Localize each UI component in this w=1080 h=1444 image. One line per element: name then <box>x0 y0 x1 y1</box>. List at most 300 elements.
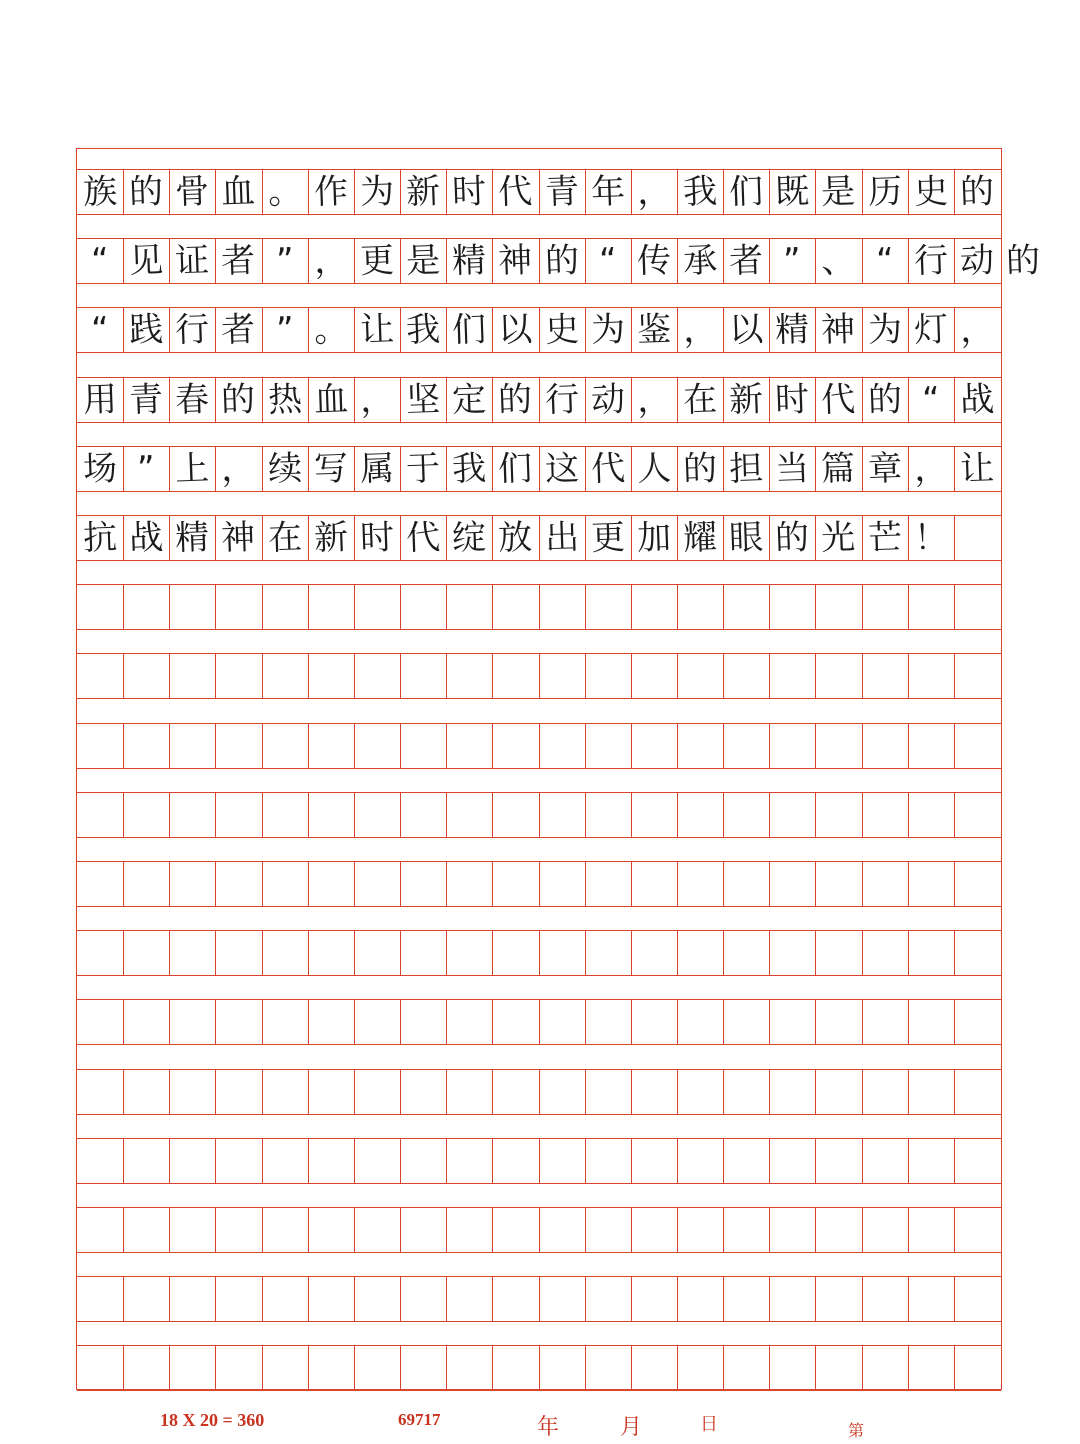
handwritten-character: “ <box>598 240 618 282</box>
grid-cell-divider <box>539 654 540 698</box>
grid-cell-divider <box>908 1070 909 1114</box>
handwritten-character: 耀 <box>682 517 718 559</box>
grid-cell-divider <box>539 1208 540 1252</box>
grid-cell-divider <box>769 654 770 698</box>
handwritten-character: 代 <box>497 171 534 213</box>
handwritten-character: 的 <box>1005 240 1041 282</box>
grid-cell-divider <box>954 931 955 975</box>
grid-cell-divider <box>631 654 632 698</box>
grid-cell-divider <box>585 931 586 975</box>
grid-cell-divider <box>400 724 401 768</box>
page-label: 第 <box>848 1423 865 1440</box>
grid-cell-divider <box>123 793 124 837</box>
grid-cell-divider <box>585 654 586 698</box>
grid-cell-divider <box>354 931 355 975</box>
grid-cell-divider <box>446 1070 447 1114</box>
grid-cell-divider <box>862 1070 863 1114</box>
grid-row <box>77 723 1001 769</box>
grid-cell-divider <box>539 1070 540 1114</box>
handwritten-character: 承 <box>682 240 718 282</box>
grid-cell-divider <box>862 724 863 768</box>
grid-cell-divider <box>215 1277 216 1321</box>
grid-cell-divider <box>631 1346 632 1390</box>
handwritten-character: 既 <box>774 171 811 213</box>
grid-cell-divider <box>815 1346 816 1390</box>
grid-cell-divider <box>308 1139 309 1183</box>
grid-cell-divider <box>169 931 170 975</box>
handwritten-character: 的 <box>128 171 164 213</box>
grid-cell-divider <box>815 793 816 837</box>
handwritten-character: “ <box>921 379 941 420</box>
grid-cell-divider <box>169 793 170 837</box>
grid-cell-divider <box>492 1000 493 1044</box>
handwritten-character: 骨 <box>174 171 211 213</box>
grid-cell-divider <box>585 1277 586 1321</box>
grid-cell-divider <box>539 1139 540 1183</box>
grid-cell-divider <box>585 1070 586 1114</box>
handwritten-character: ” <box>275 240 295 282</box>
handwritten-character: 精 <box>451 240 487 282</box>
grid-cell-divider <box>308 1277 309 1321</box>
grid-cell-divider <box>400 793 401 837</box>
handwritten-character: 用 <box>82 379 118 421</box>
handwritten-character: 者 <box>220 309 257 351</box>
grid-cell-divider <box>815 931 816 975</box>
grid-cell-divider <box>539 1277 540 1321</box>
grid-cell-divider <box>492 724 493 768</box>
grid-cell-divider <box>492 1070 493 1114</box>
grid-cell-divider <box>262 793 263 837</box>
grid-cell-divider <box>815 1277 816 1321</box>
handwritten-character: 热 <box>266 379 303 421</box>
grid-cell-divider <box>631 931 632 975</box>
grid-cell-divider <box>262 1277 263 1321</box>
year-label: 年 <box>537 1414 560 1439</box>
handwritten-character: 。 <box>313 309 349 351</box>
grid-cell-divider <box>631 1208 632 1252</box>
grid-cell-divider <box>492 1139 493 1183</box>
grid-cell-divider <box>723 654 724 698</box>
handwritten-character: 光 <box>820 517 857 559</box>
grid-cell-divider <box>308 1070 309 1114</box>
grid-cell-divider <box>908 1208 909 1252</box>
handwritten-character: “ <box>90 310 110 351</box>
handwritten-character: 芒 <box>866 517 903 559</box>
grid-cell-divider <box>585 585 586 629</box>
grid-cell-divider <box>215 1346 216 1390</box>
handwritten-character: 放 <box>497 517 534 559</box>
grid-cell-divider <box>908 931 909 975</box>
grid-cell-divider <box>631 862 632 906</box>
grid-cell-divider <box>123 931 124 975</box>
grid-cell-divider <box>769 1208 770 1252</box>
grid-cell-divider <box>262 585 263 629</box>
grid-cell-divider <box>862 931 863 975</box>
grid-row <box>77 238 1041 284</box>
grid-cell-divider <box>492 931 493 975</box>
grid-cell-divider <box>446 1277 447 1321</box>
grid-cell-divider <box>169 724 170 768</box>
handwritten-character: 们 <box>728 171 764 213</box>
grid-cell-divider <box>215 1139 216 1183</box>
handwritten-character: 动 <box>590 379 626 421</box>
grid-row <box>77 169 1001 215</box>
grid-cell-divider <box>769 1139 770 1183</box>
handwritten-character: 时 <box>774 379 811 421</box>
handwritten-character: 更 <box>590 517 626 559</box>
grid-cell-divider <box>677 724 678 768</box>
grid-cell-divider <box>631 724 632 768</box>
handwritten-character: 坚 <box>405 379 441 421</box>
grid-cell-divider <box>262 1139 263 1183</box>
grid-cell-divider <box>862 1277 863 1321</box>
grid-cell-divider <box>677 862 678 906</box>
handwritten-character: 证 <box>174 240 211 282</box>
handwritten-character: 定 <box>451 379 487 421</box>
grid-cell-divider <box>723 1070 724 1114</box>
handwritten-character: 传 <box>636 240 672 282</box>
grid-cell-divider <box>862 585 863 629</box>
handwritten-character: 的 <box>866 379 903 421</box>
grid-cell-divider <box>585 862 586 906</box>
manuscript-grid-paper <box>76 148 1041 1390</box>
grid-cell-divider <box>815 1000 816 1044</box>
grid-cell-divider <box>539 931 540 975</box>
grid-cell-divider <box>815 1139 816 1183</box>
grid-cell-divider <box>908 654 909 698</box>
grid-cell-divider <box>631 1000 632 1044</box>
grid-cell-divider <box>539 793 540 837</box>
handwritten-character: “ <box>90 240 110 282</box>
grid-cell-divider <box>862 1000 863 1044</box>
grid-cell-divider <box>954 1000 955 1044</box>
handwritten-character: 我 <box>682 171 718 213</box>
grid-cell-divider <box>769 1277 770 1321</box>
grid-cell-divider <box>262 931 263 975</box>
grid-cell-divider <box>169 1346 170 1390</box>
handwritten-character: 于 <box>405 448 441 490</box>
grid-cell-divider <box>862 862 863 906</box>
handwritten-character: 、 <box>820 240 857 282</box>
grid-cell-divider <box>723 724 724 768</box>
handwritten-character: 绽 <box>451 517 487 559</box>
handwritten-character: 血 <box>220 171 257 213</box>
grid-cell-divider <box>677 1277 678 1321</box>
grid-cell-divider <box>723 1346 724 1390</box>
grid-cell-divider <box>954 862 955 906</box>
grid-cell-divider <box>677 1000 678 1044</box>
grid-cell-divider <box>954 1208 955 1252</box>
handwritten-character: 让 <box>359 309 395 351</box>
handwritten-character: 的 <box>220 379 257 421</box>
grid-cell-divider <box>677 1139 678 1183</box>
grid-cell-divider <box>954 793 955 837</box>
handwritten-character: 行 <box>543 379 580 421</box>
handwritten-character: ” <box>782 240 802 282</box>
grid-cell-divider <box>769 931 770 975</box>
grid-cell-divider <box>954 1139 955 1183</box>
grid-cell-divider <box>723 931 724 975</box>
grid-cell-divider <box>123 1346 124 1390</box>
grid-row <box>77 653 1001 699</box>
handwritten-character: 们 <box>451 309 487 351</box>
handwritten-character: 属 <box>359 448 395 490</box>
grid-cell-divider <box>215 1070 216 1114</box>
grid-cell-divider <box>123 1208 124 1252</box>
grid-cell-divider <box>123 585 124 629</box>
grid-cell-divider <box>723 793 724 837</box>
handwritten-character: 当 <box>774 448 811 490</box>
grid-cell-divider <box>492 1346 493 1390</box>
handwritten-character: 在 <box>266 517 303 559</box>
grid-cell-divider <box>169 862 170 906</box>
handwritten-character: 更 <box>359 240 395 282</box>
handwritten-character: 场 <box>82 448 118 490</box>
grid-cell-divider <box>308 862 309 906</box>
grid-cell-divider <box>492 585 493 629</box>
handwritten-character: 加 <box>636 517 672 559</box>
grid-cell-divider <box>954 1277 955 1321</box>
grid-cell-divider <box>446 1139 447 1183</box>
grid-cell-divider <box>354 1208 355 1252</box>
grid-cell-divider <box>677 931 678 975</box>
handwritten-character: 为 <box>866 309 903 351</box>
grid-cell-divider <box>215 1000 216 1044</box>
handwritten-character: 青 <box>543 171 580 213</box>
handwritten-character: 让 <box>959 448 995 490</box>
grid-cell-divider <box>585 1346 586 1390</box>
grid-cell-divider <box>908 793 909 837</box>
grid-cell-divider <box>215 931 216 975</box>
grid-cell-divider <box>354 1139 355 1183</box>
handwritten-character: 战 <box>128 517 164 559</box>
handwritten-character: 代 <box>820 379 857 421</box>
grid-row <box>77 1138 1001 1184</box>
handwritten-character: 者 <box>728 240 764 282</box>
grid-cell-divider <box>308 1000 309 1044</box>
handwritten-character: ” <box>136 448 156 490</box>
handwritten-character: 神 <box>220 517 257 559</box>
grid-cell-divider <box>446 585 447 629</box>
grid-row <box>77 792 1001 838</box>
grid-cell-divider <box>631 1139 632 1183</box>
grid-row <box>77 1207 1001 1253</box>
grid-cell-divider <box>492 793 493 837</box>
handwritten-character: 这 <box>543 448 580 490</box>
grid-cell-divider <box>862 1139 863 1183</box>
grid-cell-divider <box>169 1070 170 1114</box>
grid-cell-divider <box>400 931 401 975</box>
grid-cell-divider <box>908 1277 909 1321</box>
grid-row <box>77 1069 1001 1115</box>
grid-cell-divider <box>769 793 770 837</box>
handwritten-character: 是 <box>405 240 441 282</box>
grid-row <box>77 930 1001 976</box>
handwritten-character: 神 <box>497 240 534 282</box>
handwritten-character: 血 <box>313 379 349 421</box>
grid-cell-divider <box>815 1208 816 1252</box>
grid-cell-divider <box>215 724 216 768</box>
handwritten-character: ， <box>359 379 395 421</box>
grid-cell-divider <box>262 1346 263 1390</box>
grid-cell-divider <box>169 654 170 698</box>
handwritten-character: 精 <box>174 517 211 559</box>
grid-cell-divider <box>631 1277 632 1321</box>
grid-cell-divider <box>862 1346 863 1390</box>
grid-cell-divider <box>215 1208 216 1252</box>
handwritten-character: ” <box>275 310 295 351</box>
grid-cell-divider <box>539 1000 540 1044</box>
handwritten-character: 以 <box>497 309 534 351</box>
grid-cell-divider <box>308 585 309 629</box>
grid-cell-divider <box>262 1208 263 1252</box>
grid-row <box>77 1345 1001 1391</box>
grid-cell-divider <box>354 654 355 698</box>
grid-cell-divider <box>815 585 816 629</box>
grid-cell-divider <box>677 793 678 837</box>
handwritten-character: 年 <box>590 171 626 213</box>
handwritten-character: 时 <box>359 517 395 559</box>
grid-row <box>77 1276 1001 1322</box>
handwritten-character: 青 <box>128 379 164 421</box>
grid-cell-divider <box>169 1000 170 1044</box>
grid-cell-divider <box>400 1000 401 1044</box>
handwritten-character: 的 <box>543 240 580 282</box>
grid-cell-divider <box>446 1000 447 1044</box>
handwritten-character: 灯 <box>913 309 949 351</box>
grid-cell-divider <box>769 1346 770 1390</box>
handwritten-character: 新 <box>728 379 764 421</box>
grid-row <box>77 515 1001 561</box>
grid-cell-divider <box>354 724 355 768</box>
grid-cell-divider <box>954 585 955 629</box>
grid-cell-divider <box>769 585 770 629</box>
grid-cell-divider <box>123 1070 124 1114</box>
grid-cell-divider <box>769 1070 770 1114</box>
grid-cell-divider <box>677 1346 678 1390</box>
grid-cell-divider <box>446 654 447 698</box>
handwritten-character: 的 <box>774 517 811 559</box>
grid-cell-divider <box>123 1000 124 1044</box>
grid-cell-divider <box>862 793 863 837</box>
grid-cell-divider <box>954 1346 955 1390</box>
grid-cell-divider <box>446 1346 447 1390</box>
grid-cell-divider <box>585 1208 586 1252</box>
grid-cell-divider <box>539 1346 540 1390</box>
handwritten-character: ， <box>636 171 672 213</box>
handwritten-character: 我 <box>451 448 487 490</box>
grid-cell-divider <box>815 1070 816 1114</box>
grid-cell-divider <box>123 654 124 698</box>
grid-cell-divider <box>446 1208 447 1252</box>
handwritten-character: ， <box>959 309 995 351</box>
handwritten-character: 新 <box>313 517 349 559</box>
handwritten-character: ， <box>220 448 257 490</box>
handwritten-character: 担 <box>728 448 764 490</box>
grid-cell-divider <box>954 654 955 698</box>
grid-row <box>77 307 1001 353</box>
grid-cell-divider <box>262 1070 263 1114</box>
grid-cell-divider <box>908 1139 909 1183</box>
handwritten-character: 史 <box>913 171 949 213</box>
grid-cell-divider <box>492 1277 493 1321</box>
handwritten-character: 者 <box>220 240 257 282</box>
grid-cell-divider <box>400 1139 401 1183</box>
grid-cell-divider <box>262 724 263 768</box>
grid-cell-divider <box>262 654 263 698</box>
grid-cell-divider <box>446 724 447 768</box>
grid-cell-divider <box>215 585 216 629</box>
grid-cell-divider <box>354 1346 355 1390</box>
handwritten-character: 作 <box>313 171 349 213</box>
grid-row <box>77 377 1001 423</box>
grid-cell-divider <box>446 862 447 906</box>
grid-cell-divider <box>539 724 540 768</box>
handwritten-character: 行 <box>913 240 949 282</box>
grid-cell-divider <box>815 654 816 698</box>
handwritten-character: 抗 <box>82 517 118 559</box>
grid-cell-divider <box>769 862 770 906</box>
grid-cell-divider <box>815 724 816 768</box>
grid-cell-divider <box>215 793 216 837</box>
handwritten-character: 。 <box>266 171 303 213</box>
handwritten-character: 代 <box>590 448 626 490</box>
grid-cell-divider <box>539 585 540 629</box>
grid-cell-divider <box>308 1346 309 1390</box>
grid-cell-divider <box>769 724 770 768</box>
grid-cell-divider <box>400 1346 401 1390</box>
handwritten-character: 是 <box>820 171 857 213</box>
handwritten-character: “ <box>875 240 895 282</box>
grid-cell-divider <box>631 585 632 629</box>
grid-cell-divider <box>492 862 493 906</box>
handwritten-character: 章 <box>866 448 903 490</box>
handwritten-character: 续 <box>266 448 303 490</box>
grid-cell-divider <box>908 585 909 629</box>
grid-cell-divider <box>723 1208 724 1252</box>
grid-cell-divider <box>169 585 170 629</box>
grid-cell-divider <box>354 1277 355 1321</box>
grid-cell-divider <box>262 1000 263 1044</box>
grid-cell-divider <box>862 654 863 698</box>
handwritten-character: 历 <box>866 171 903 213</box>
grid-cell-divider <box>908 1000 909 1044</box>
month-label: 月 <box>620 1414 643 1439</box>
grid-cell-divider <box>354 793 355 837</box>
handwritten-character: 们 <box>497 448 534 490</box>
paper-code: 69717 <box>398 1410 441 1429</box>
grid-cell-divider <box>169 1277 170 1321</box>
grid-row <box>77 861 1001 907</box>
handwritten-character: 动 <box>959 240 995 282</box>
grid-cell-divider <box>354 585 355 629</box>
grid-cell-divider <box>723 1139 724 1183</box>
grid-cell-divider <box>354 862 355 906</box>
handwritten-character: 史 <box>543 309 580 351</box>
grid-cell-divider <box>769 1000 770 1044</box>
grid-cell-divider <box>308 931 309 975</box>
handwritten-character: 代 <box>405 517 441 559</box>
grid-cell-divider <box>908 724 909 768</box>
handwritten-character: 时 <box>451 171 487 213</box>
grid-cell-divider <box>215 862 216 906</box>
grid-cell-divider <box>492 1208 493 1252</box>
handwritten-character: ， <box>636 379 672 421</box>
grid-cell-divider <box>400 654 401 698</box>
grid-cell-divider <box>723 1000 724 1044</box>
grid-cell-divider <box>169 1208 170 1252</box>
handwritten-character: 我 <box>405 309 441 351</box>
